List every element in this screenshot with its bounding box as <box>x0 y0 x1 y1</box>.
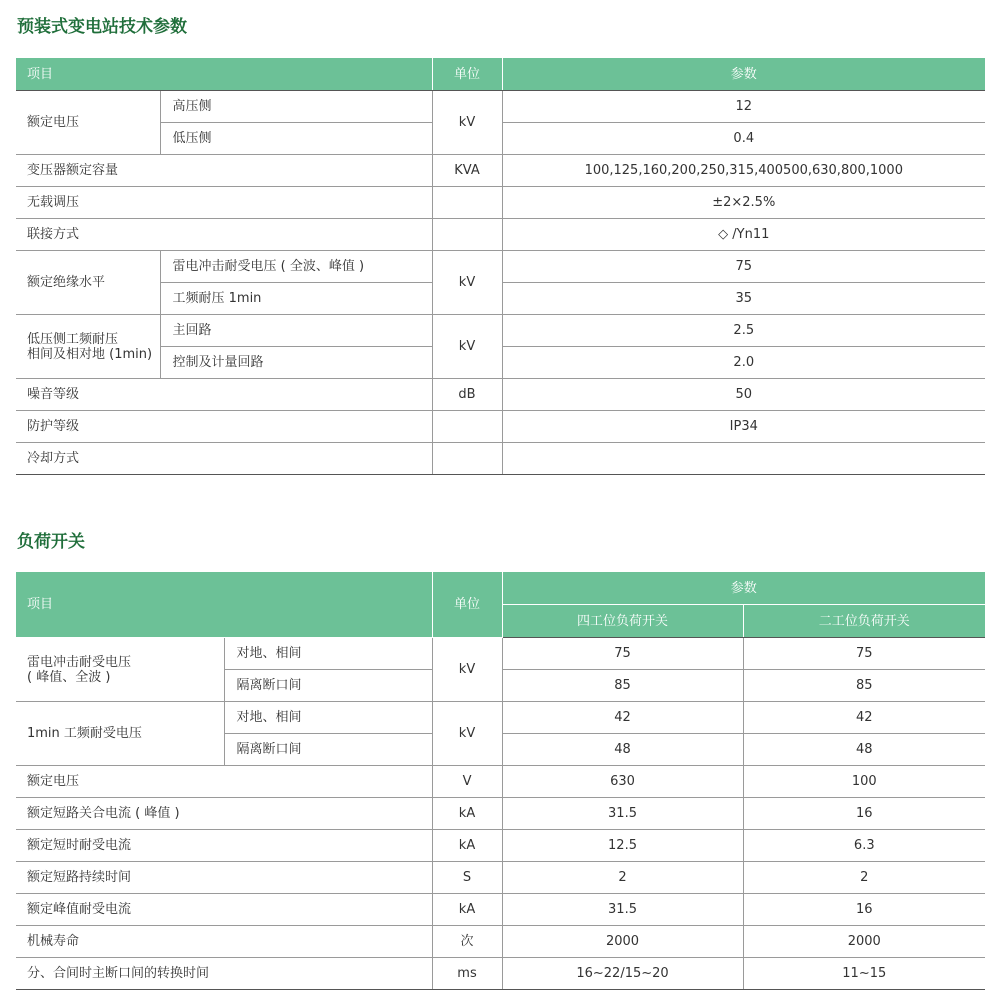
unit-cell: ms <box>432 958 502 990</box>
table-row <box>16 926 985 958</box>
table-row <box>16 219 985 251</box>
table-row <box>16 155 985 187</box>
load-switch-spec-table <box>16 572 985 990</box>
sub-label: 低压侧 <box>160 123 432 155</box>
table-row <box>16 91 985 123</box>
value-cell: 50 <box>502 379 985 411</box>
value-cell: 12 <box>502 91 985 123</box>
value-cell: 2.5 <box>502 315 985 347</box>
table-row <box>16 315 985 347</box>
unit-cell: kA <box>432 798 502 830</box>
value-cell: 2000 <box>502 926 743 958</box>
sub-label: 高压侧 <box>160 91 432 123</box>
table-row <box>16 251 985 283</box>
value-cell: 31.5 <box>502 894 743 926</box>
substation-spec-table <box>16 58 985 475</box>
unit-cell: KVA <box>432 155 502 187</box>
table-row <box>16 443 985 475</box>
value-cell: 42 <box>502 702 743 734</box>
table-header-row <box>16 572 985 605</box>
row-label: 额定短时耐受电流 <box>16 830 432 862</box>
row-label: 额定短路关合电流 ( 峰值 ) <box>16 798 432 830</box>
value-cell: ◇ /Yn11 <box>502 219 985 251</box>
value-cell: 100 <box>743 766 985 798</box>
row-label: 额定电压 <box>16 766 432 798</box>
value-cell <box>502 443 985 475</box>
row-label <box>16 638 224 702</box>
unit-cell: kV <box>432 638 502 702</box>
row-label: 防护等级 <box>16 411 432 443</box>
header-param: 参数 <box>502 572 985 605</box>
value-cell: 0.4 <box>502 123 985 155</box>
row-label: 额定峰值耐受电流 <box>16 894 432 926</box>
row-label: 1min 工频耐受电压 <box>16 702 224 766</box>
row-label-line: 低压侧工频耐压 <box>27 331 119 347</box>
table-row <box>16 638 985 670</box>
table-row <box>16 702 985 734</box>
unit-cell <box>432 411 502 443</box>
header-item: 项目 <box>16 572 432 638</box>
unit-cell <box>432 443 502 475</box>
table-row <box>16 411 985 443</box>
row-label: 额定绝缘水平 <box>16 251 160 315</box>
row-label: 机械寿命 <box>16 926 432 958</box>
row-label: 无载调压 <box>16 187 432 219</box>
table-row <box>16 894 985 926</box>
header-unit: 单位 <box>432 572 502 638</box>
table-row <box>16 798 985 830</box>
value-cell: 100,125,160,200,250,315,400500,630,800,1000 <box>502 155 985 187</box>
value-cell: 2 <box>743 862 985 894</box>
value-cell: 2000 <box>743 926 985 958</box>
value-cell: 2 <box>502 862 743 894</box>
unit-cell: kV <box>432 702 502 766</box>
unit-cell <box>432 219 502 251</box>
header-item: 项目 <box>16 58 432 91</box>
value-cell: 6.3 <box>743 830 985 862</box>
value-cell: 85 <box>502 670 743 702</box>
sub-label: 工频耐压 1min <box>160 283 432 315</box>
unit-cell: kA <box>432 830 502 862</box>
value-cell: 75 <box>743 638 985 670</box>
value-cell: 12.5 <box>502 830 743 862</box>
header-param: 参数 <box>502 58 985 91</box>
table-row <box>16 958 985 990</box>
row-label: 变压器额定容量 <box>16 155 432 187</box>
value-cell: ±2×2.5% <box>502 187 985 219</box>
value-cell: 48 <box>502 734 743 766</box>
unit-cell: S <box>432 862 502 894</box>
row-label <box>16 315 160 379</box>
row-label: 额定短路持续时间 <box>16 862 432 894</box>
value-cell: 31.5 <box>502 798 743 830</box>
value-cell: 42 <box>743 702 985 734</box>
value-cell: 75 <box>502 638 743 670</box>
table-row <box>16 379 985 411</box>
sub-label: 雷电冲击耐受电压 ( 全波、峰值 ) <box>160 251 432 283</box>
table-row <box>16 862 985 894</box>
sub-label: 主回路 <box>160 315 432 347</box>
value-cell: 16~22/15~20 <box>502 958 743 990</box>
row-label-line: ( 峰值、全波 ) <box>27 669 111 685</box>
row-label: 额定电压 <box>16 91 160 155</box>
table-row <box>16 830 985 862</box>
unit-cell: kV <box>432 91 502 155</box>
unit-cell: kV <box>432 251 502 315</box>
header-unit: 单位 <box>432 58 502 91</box>
row-label: 噪音等级 <box>16 379 432 411</box>
table-row <box>16 187 985 219</box>
unit-cell: dB <box>432 379 502 411</box>
sub-label: 控制及计量回路 <box>160 347 432 379</box>
header-two-position: 二工位负荷开关 <box>743 605 985 638</box>
row-label: 联接方式 <box>16 219 432 251</box>
unit-cell: kV <box>432 315 502 379</box>
sub-label: 隔离断口间 <box>224 670 432 702</box>
sub-label: 对地、相间 <box>224 638 432 670</box>
value-cell: 35 <box>502 283 985 315</box>
row-label: 冷却方式 <box>16 443 432 475</box>
value-cell: 16 <box>743 798 985 830</box>
value-cell: 85 <box>743 670 985 702</box>
sub-label: 隔离断口间 <box>224 734 432 766</box>
unit-cell: kA <box>432 894 502 926</box>
header-four-position: 四工位负荷开关 <box>502 605 743 638</box>
section-title-substation: 预装式变电站技术参数 <box>17 17 187 37</box>
value-cell: 75 <box>502 251 985 283</box>
value-cell: 48 <box>743 734 985 766</box>
value-cell: 11~15 <box>743 958 985 990</box>
table-row <box>16 766 985 798</box>
row-label: 分、合间时主断口间的转换时间 <box>16 958 432 990</box>
unit-cell <box>432 187 502 219</box>
unit-cell: 次 <box>432 926 502 958</box>
value-cell: 630 <box>502 766 743 798</box>
value-cell: 2.0 <box>502 347 985 379</box>
section-title-load-switch: 负荷开关 <box>17 532 85 552</box>
value-cell: 16 <box>743 894 985 926</box>
sub-label: 对地、相间 <box>224 702 432 734</box>
table-header-row <box>16 58 985 91</box>
row-label-line: 相间及相对地 (1min) <box>27 346 153 362</box>
unit-cell: V <box>432 766 502 798</box>
value-cell: IP34 <box>502 411 985 443</box>
row-label-line: 雷电冲击耐受电压 <box>27 654 132 670</box>
